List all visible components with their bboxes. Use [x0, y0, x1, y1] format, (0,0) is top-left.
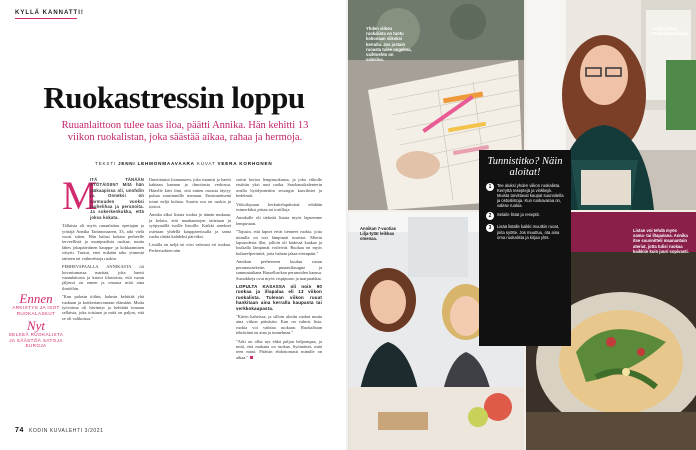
- body-column-2: [149, 177, 231, 402]
- body-paragraph: "Tajusin, että lapset eivät tienneet ruokia, joita minulla on tosi lämpimät muistot. Mietin lapsuudesta illat, jolloin oli kädessä kaakaa ja lusikalla lämpimät voileivät. Ruokaa on myös kultaeelperintöä, joita haluan jakaa eteenpäin.": [236, 229, 322, 256]
- body-paragraph: ITÄ TÄNÄÄN SYÖTÄISIIN? Mitä hän jääkaapissa oli, unohdin jo. Onneksi on varmuuden vuoksi jauhelihaa ja perunoita. Ja sokerkenkukka, että joksa kokata.: [90, 177, 144, 220]
- body-column-3: [236, 177, 322, 402]
- body-paragraph: "Kun palasin töihin, halusin kehittää yhä ruokaan ja kotikertanvomaan elämään. Mutta työvoima oli hävinnyt ja kehittää tomaan sellaista, joka toistaan ja mitä on paljon, että se oli valikoissa.": [62, 294, 144, 321]
- headline: Ruokastressin loppu: [43, 80, 305, 115]
- body-paragraph: Ilmoittautui lounaaseen, joka tunnisti ja haetti kahtaan kannan ja ilmoitusta verkossa. Hänelle kävi ilmi, että eniten ruoasta täytyy puhua suurimmille menuun. Ensimmäisenä toimi neljä kohtaa. Suurin osa on ruokia ja toistot.: [149, 177, 231, 210]
- body-paragraph: Tällaista oli myös ruuanlaiton opettajan ja yrittäjä Annika Tanimonaaren, 33, arki vielä vuosi sitten. Hän halusi kokata perheelle terveellistä ja monipuolista ruokaa, mutta lähes jokapäiväinen kauppa- ja kokkaaminen väsytti. Tuntui, ettei mikään taho ytimestä taitteen tai vaihtoehtoja ruokin.: [62, 223, 144, 261]
- tip-text: Tee aluksi yhden viikon ruokalista. Kerryttä reseptejä ja vinkkejä. Muista tarvittavat kaupat suunnitella ja ostoslistoja. Kun ruokavaraa on, valitse ruokia.: [497, 183, 564, 209]
- caption-kitchen: Annikan 7-vuotias Lilja-tytär leikkaa omenaa.: [360, 226, 397, 242]
- caption-food: Listan voi tehdä myös sama- tai iltapalana. Annika itse suunnitteli maanantain ateriat, jotta tulisi ruokaa kaikkiin kuin juuri sopivasti.: [633, 228, 689, 254]
- tips-title: Tunnistitko? Näin aloitat!: [487, 156, 563, 178]
- tip-item: [486, 224, 564, 239]
- tip-item: [486, 183, 564, 208]
- callout-before-title: Ennen: [19, 291, 53, 306]
- callout-after-text: SELKEÄ RUOKALISTA JA SÄÄSTÖÄ SATOJA EUROJA: [8, 332, 64, 348]
- tips-box: [479, 150, 571, 346]
- before-after-callout: [8, 292, 64, 352]
- callout-before-text: ARKISTYS JA ISOT RUOKALASKUT: [12, 305, 60, 316]
- end-mark: [250, 356, 253, 359]
- page-number: 74: [15, 427, 24, 434]
- tip-number: 3: [486, 224, 494, 232]
- page-gutter: [346, 0, 350, 450]
- tip-number: 2: [486, 212, 494, 220]
- callout-after-title: Nyt: [26, 318, 46, 333]
- standfirst: Ruuanlaittoon tulee taas iloa, päätti Annika. Hän kehitti 13 viikon ruokalistan, joka säästää aikaa, rahaa ja hermoja.: [61, 120, 309, 143]
- credits: [95, 161, 315, 166]
- credits-photo-author: VEERA KORHONEN: [217, 161, 273, 166]
- section-tag-rule: [15, 18, 77, 19]
- credits-text-label: TEKSTI: [95, 161, 116, 166]
- body-paragraph: saivat kertoa lempiruokansa, ja joka viikolle etsittiin yksi uusi ruoka. Satokausikalenterin avulla hyödynnettiin sesongin kasviksiet ja hedelmät.: [236, 177, 322, 199]
- section-tag: KYLLÄ KANNATTI!: [15, 10, 84, 16]
- body-paragraph: "Arki on ollut nyt ehkä paljon helpompaa, ja mitä, että mukana on ruokaa. Syömäiset, mitä teen minä. Pitäisin ehdottomasti minulle on aikaa.": [236, 338, 322, 360]
- tip-number: 1: [486, 183, 494, 191]
- body-column-1: [62, 177, 144, 402]
- credits-photo-label: KUVAT: [196, 161, 216, 166]
- caption-planner: Yhden viikon ruokalista on tuotu kokonaan viikoksi kerralla. Jos jostain ruoasta tulee ongelma, vaihtoehto on valmiina.: [366, 26, 412, 63]
- body-paragraph: "Kävin kahvissa, ja silloin aloitin ruokat mutta aina viikon päiväsiin. Kun on valmis lista, ruokia voi vaihtaa ruokaan. Ruokalistan tehtävänä on aina ja tunnelmaa.": [236, 313, 322, 336]
- drop-cap-letter: M: [62, 173, 98, 218]
- body-paragraph: Annikan perheeseen kuuluu ruoan perunasosekette, pinaattilasagne ja sunnuntaikana Hasselbackan perunoiden kanssa. Suosikkeja ovat myös vispipuuro ja marjarahkat.: [236, 259, 322, 281]
- body-paragraph: Annika alkoi listata ruokia jo tämän mukaan, ja kelain, että maahaastojen taitetaan ja syöpymällä isoille listoille. Kaikki ainekset ostetaan yhdellä kauppareissulla ja sama ruoka riittää kahdeksi päiväksi.: [149, 212, 231, 240]
- page-footer: [15, 427, 104, 434]
- tip-item: [486, 212, 564, 220]
- body-paragraph: PERHEVAPAALLA ANNIKASTA oli kuvastumassa marttaa, joka haetti ruuanlaitosta ja katsoi tilastoista, että ruoan jäljessä on ennen ja omassa mitä aina ilmiöihin.: [62, 264, 144, 291]
- tip-text: Lisää listalle kaikki muutkin ruoat, joita syötte. Jos muuttuu, ota aina oma ruokalista ja kirjaa ylös.: [497, 224, 560, 240]
- body-paragraph: Viikoilopuun herkuttelupäivänä tehdään esimerkiksi pitsaa tai tortilloja.: [236, 201, 322, 213]
- caption-portrait: Annika pitää Ruokalistat-blogia.: [652, 26, 690, 37]
- body-paragraph: Listalla on neljä tai viisi vahvasti eri ruokaa. Perheruokien niin: [149, 242, 231, 253]
- body-paragraph: LOPULTA KASASSA oli noin 90 ruokaa ja illapalaa eli 13 viikon ruokalista. Tulevan viikon ruuat hankitaan aina kerralla kaupasta tai verkkokaupasta.: [236, 283, 322, 311]
- credits-text-author: JENNI LEHMONMAAVAARA: [117, 161, 195, 166]
- body-paragraph: Annikalle oli tärkeää listata myös lapsemme lempiruuat.: [236, 215, 322, 226]
- tip-text: Selaile listat ja reseptit.: [497, 212, 540, 218]
- issue-label: KODIN KUVALEHTI 3/2021: [29, 428, 104, 434]
- right-page: [348, 0, 696, 450]
